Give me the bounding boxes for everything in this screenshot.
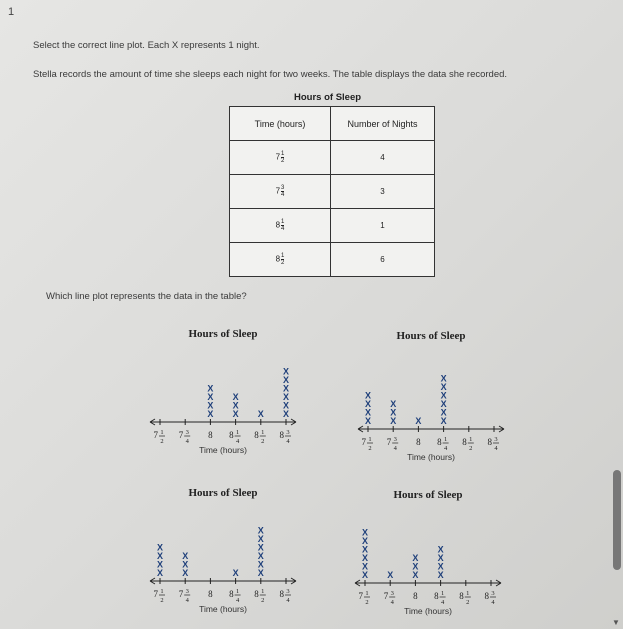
- tick-label: 8: [208, 589, 213, 599]
- nights-cell: 1: [331, 209, 435, 243]
- tick-label-denominator: 4: [286, 597, 290, 604]
- x-mark: X: [437, 570, 444, 580]
- tick-label-denominator: 2: [261, 438, 265, 445]
- x-mark: X: [361, 561, 369, 572]
- axis-label: Time (hours): [199, 445, 247, 455]
- x-mark: X: [440, 399, 447, 409]
- tick-label-numerator: 1: [365, 590, 369, 597]
- tick-label-denominator: 2: [368, 445, 372, 452]
- nights-cell: 3: [331, 175, 435, 209]
- x-mark: X: [182, 559, 189, 570]
- time-cell: [230, 141, 331, 175]
- tick-label-numerator: 3: [393, 436, 397, 443]
- x-mark: X: [364, 390, 372, 401]
- tick-label-numerator: 1: [440, 590, 445, 597]
- tick-label-whole: 8: [437, 437, 442, 447]
- tick-label-whole: 8: [229, 430, 234, 440]
- time-fraction: [281, 151, 284, 164]
- tick-label-numerator: 1: [261, 429, 265, 436]
- x-mark: X: [364, 416, 372, 426]
- time-whole: 7: [275, 152, 281, 162]
- x-mark: X: [437, 553, 444, 563]
- tick-label-whole: 8: [459, 591, 464, 601]
- fraction-numerator: 1: [281, 253, 285, 259]
- time-cell: [230, 175, 331, 209]
- time-fraction: [281, 253, 284, 266]
- tick-label-whole: 7: [153, 430, 158, 440]
- x-mark: X: [257, 525, 264, 536]
- tick-label-denominator: 4: [286, 438, 290, 445]
- line-plot-option-1[interactable]: [148, 325, 298, 460]
- x-mark: X: [257, 409, 264, 419]
- tick-label-denominator: 2: [365, 599, 369, 606]
- line-plot-option-4[interactable]: [353, 486, 503, 621]
- tick-label: 8: [208, 430, 213, 440]
- tick-label-whole: 7: [178, 430, 184, 440]
- x-mark: X: [412, 570, 419, 580]
- x-mark: X: [364, 407, 372, 418]
- x-mark: X: [440, 373, 447, 384]
- tick-label-denominator: 4: [393, 445, 397, 452]
- tick-label-denominator: 4: [443, 445, 448, 452]
- x-mark: X: [232, 409, 239, 419]
- x-mark: X: [232, 568, 239, 578]
- x-mark: X: [361, 536, 369, 546]
- tick-label-whole: 8: [279, 430, 284, 440]
- x-mark: X: [282, 383, 290, 394]
- tick-label-numerator: 1: [261, 588, 265, 595]
- tick-label-numerator: 3: [286, 588, 290, 595]
- x-mark: X: [364, 399, 372, 409]
- tick-label-numerator: 1: [466, 590, 470, 597]
- tick-label-numerator: 1: [160, 588, 164, 595]
- time-cell: [230, 209, 331, 243]
- tick-label-numerator: 1: [160, 429, 164, 436]
- scroll-down-icon[interactable]: ▼: [612, 618, 620, 627]
- plot-title: Hours of Sleep: [393, 489, 463, 501]
- axis-label: Time (hours): [404, 606, 452, 616]
- fraction-denominator: 2: [281, 260, 285, 266]
- tick-label-numerator: 3: [185, 429, 189, 436]
- tick-label-whole: 8: [487, 437, 492, 447]
- table-row: [230, 175, 435, 209]
- time-cell: [230, 243, 331, 277]
- x-mark: X: [387, 570, 394, 580]
- tick-label: 8: [416, 437, 421, 447]
- x-mark: X: [232, 400, 239, 411]
- x-mark: X: [361, 544, 369, 555]
- x-mark: X: [282, 375, 290, 385]
- table-header-time: Time (hours): [230, 107, 331, 141]
- x-mark: X: [207, 392, 214, 402]
- question-text: Which line plot represents the data in the table?: [46, 291, 247, 302]
- tick-label-numerator: 1: [469, 436, 473, 443]
- tick-label-numerator: 1: [235, 588, 240, 595]
- fraction-numerator: 1: [281, 151, 285, 157]
- plot-title: Hours of Sleep: [188, 487, 258, 499]
- fraction-numerator: 1: [281, 219, 285, 225]
- nights-cell: 6: [331, 243, 435, 277]
- time-whole: 8: [275, 220, 281, 230]
- x-mark: X: [207, 409, 214, 419]
- x-mark: X: [182, 551, 189, 561]
- x-mark: X: [156, 559, 164, 570]
- tick-label-whole: 7: [361, 437, 366, 447]
- time-whole: 7: [275, 186, 281, 196]
- x-mark: X: [437, 561, 444, 572]
- tick-label-whole: 7: [358, 591, 363, 601]
- x-mark: X: [156, 568, 164, 578]
- x-mark: X: [440, 382, 447, 392]
- x-mark: X: [257, 534, 264, 544]
- tick-label-whole: 7: [153, 589, 158, 599]
- x-mark: X: [156, 551, 164, 561]
- tick-label-whole: 8: [434, 591, 439, 601]
- tick-label-denominator: 4: [185, 438, 189, 445]
- time-whole: 8: [275, 254, 281, 264]
- tick-label-denominator: 2: [160, 438, 164, 445]
- x-mark: X: [440, 407, 447, 418]
- prompt-text: Stella records the amount of time she sleeps each night for two weeks. The table displays the data she recorded.: [33, 69, 508, 80]
- fraction-denominator: 4: [281, 192, 285, 198]
- tick-label-numerator: 1: [368, 436, 372, 443]
- tick-label-denominator: 4: [440, 599, 445, 606]
- tick-label-whole: 8: [484, 591, 489, 601]
- x-mark: X: [282, 392, 290, 402]
- x-mark: X: [412, 561, 419, 572]
- x-mark: X: [390, 416, 397, 426]
- tick-label-denominator: 4: [235, 597, 240, 604]
- nights-cell: 4: [331, 141, 435, 175]
- tick-label-denominator: 4: [185, 597, 189, 604]
- tick-label-whole: 7: [383, 591, 389, 601]
- tick-label-whole: 8: [254, 430, 259, 440]
- x-mark: X: [207, 400, 214, 411]
- x-mark: X: [415, 416, 422, 426]
- tick-label-numerator: 3: [491, 590, 495, 597]
- table-header-nights: Number of Nights: [331, 107, 435, 141]
- axis-label: Time (hours): [407, 452, 455, 462]
- tick-label-denominator: 4: [494, 445, 498, 452]
- x-mark: X: [207, 383, 214, 394]
- sleep-data-table: [229, 106, 435, 277]
- tick-label-whole: 8: [279, 589, 284, 599]
- line-plot-option-2[interactable]: [356, 327, 506, 467]
- fraction-denominator: 2: [281, 158, 285, 164]
- tick-label-denominator: 2: [469, 445, 473, 452]
- tick-label-whole: 8: [254, 589, 259, 599]
- plot-title: Hours of Sleep: [396, 330, 466, 342]
- tick-label-numerator: 3: [390, 590, 394, 597]
- x-mark: X: [361, 570, 369, 580]
- tick-label-whole: 8: [229, 589, 234, 599]
- axis-label: Time (hours): [199, 604, 247, 614]
- x-mark: X: [361, 553, 369, 563]
- x-mark: X: [182, 568, 189, 578]
- x-mark: X: [361, 527, 369, 538]
- x-mark: X: [257, 551, 264, 561]
- tick-label-denominator: 4: [491, 599, 495, 606]
- x-mark: X: [440, 390, 447, 401]
- tick-label-whole: 7: [178, 589, 184, 599]
- x-mark: X: [282, 400, 290, 411]
- tick-label-numerator: 3: [185, 588, 189, 595]
- x-mark: X: [390, 399, 397, 409]
- question-number: 1: [8, 6, 15, 18]
- time-fraction: [281, 219, 284, 232]
- tick-label-numerator: 3: [286, 429, 290, 436]
- x-mark: X: [257, 559, 264, 570]
- table-row: [230, 209, 435, 243]
- fraction-denominator: 4: [281, 226, 285, 232]
- time-fraction: [281, 185, 284, 198]
- x-mark: X: [440, 416, 447, 426]
- x-mark: X: [437, 544, 444, 555]
- instruction-text: Select the correct line plot. Each X represents 1 night.: [33, 40, 260, 51]
- tick-label-whole: 8: [462, 437, 467, 447]
- tick-label-whole: 7: [386, 437, 392, 447]
- table-row: [230, 243, 435, 277]
- x-mark: X: [282, 366, 290, 377]
- tick-label-numerator: 3: [494, 436, 498, 443]
- tick-label-denominator: 4: [235, 438, 240, 445]
- tick-label-numerator: 1: [443, 436, 448, 443]
- table-title: Hours of Sleep: [294, 92, 362, 103]
- x-mark: X: [156, 542, 164, 553]
- scrollbar-thumb[interactable]: [613, 470, 621, 570]
- tick-label-denominator: 2: [160, 597, 164, 604]
- tick-label-denominator: 4: [390, 599, 394, 606]
- x-mark: X: [412, 553, 419, 563]
- tick-label-numerator: 1: [235, 429, 240, 436]
- tick-label-denominator: 2: [466, 599, 470, 606]
- table-row: [230, 141, 435, 175]
- tick-label-denominator: 2: [261, 597, 265, 604]
- plot-title: Hours of Sleep: [188, 328, 258, 340]
- x-mark: X: [232, 392, 239, 402]
- tick-label: 8: [413, 591, 418, 601]
- line-plot-option-3[interactable]: [148, 484, 298, 619]
- x-mark: X: [282, 409, 290, 419]
- fraction-numerator: 3: [281, 185, 285, 191]
- x-mark: X: [257, 568, 264, 578]
- x-mark: X: [390, 407, 397, 418]
- x-mark: X: [257, 542, 264, 553]
